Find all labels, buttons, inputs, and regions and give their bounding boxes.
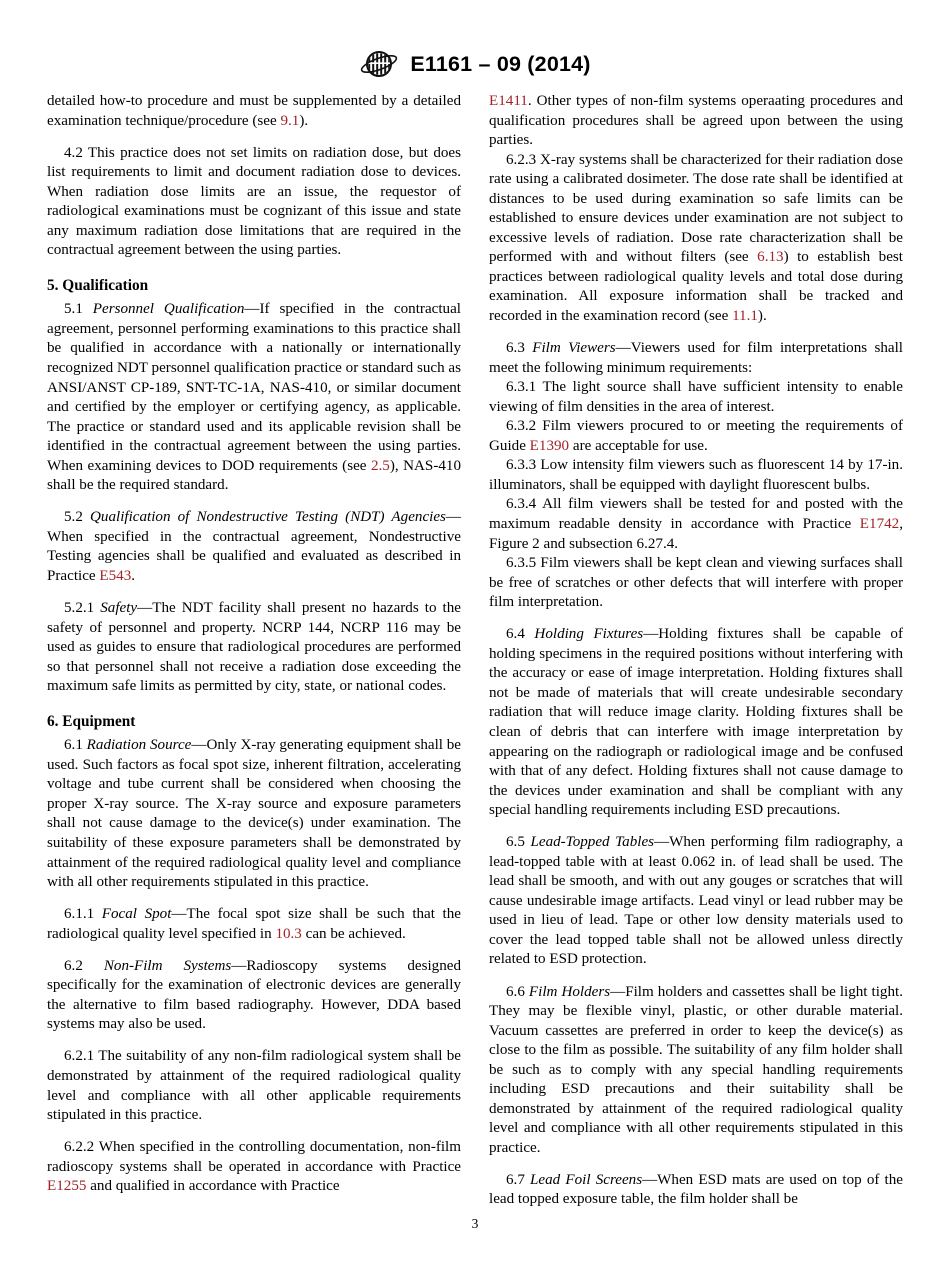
term-italic: Personnel Qualification	[92, 301, 245, 318]
text-run: —When specified in the contractual agreement, Nondestructive Testing agencies shall be qualified and evaluated as described in Practice	[47, 509, 462, 584]
text-run: detailed how-to procedure and must be supplemented by a detailed examination technique/procedure (see	[47, 93, 461, 129]
term-italic: Safety	[100, 600, 138, 617]
body-paragraph	[489, 833, 903, 970]
body-paragraph	[489, 1171, 903, 1210]
text-run: ) to establish best practices between radiological quality levels and total dose during examination. All exposure information shall be tracked and recorded in the examination record (see	[489, 249, 903, 325]
section-heading: 6. Equipment	[47, 712, 136, 730]
text-run: ).	[757, 308, 767, 325]
text-run: —If specified in the contractual agreement, personnel performing examinations to this practice shall be qualified in accordance with a nationally or internationally recognized NDT personnel qualification practice or standard such as ANSI/ANST CP-189, SNT-TC-1A, NAS-410, or similar document and certified by the employer or certifying agency, as applicable. The practice or standard used and its applicable revision shall be identified in the contractual agreement between the using parties. When examining devices to DOD requirements (see	[47, 301, 461, 474]
term-italic: Lead-Topped Tables	[530, 834, 655, 851]
body-paragraph	[47, 1047, 461, 1125]
term-italic: Lead Foil Screens	[530, 1171, 643, 1188]
term-italic: Film Viewers	[532, 340, 616, 357]
text-run: and qualified in accordance with Practice	[86, 1178, 340, 1195]
term-italic: Radiation Source	[86, 737, 192, 754]
text-run: 6.3	[506, 340, 533, 357]
text-run: —Radioscopy systems designed specifically for the examination of electronic devices are generally the alternative to film based radiography. However, DDA based systems may also be used.	[47, 957, 461, 1033]
body-paragraph	[47, 144, 461, 261]
page-number: 3	[471, 1216, 479, 1231]
body-paragraph	[47, 1138, 461, 1197]
body-paragraph	[47, 905, 461, 944]
standard-reference-link[interactable]: 6.13	[757, 249, 784, 266]
text-run: 5.2	[64, 509, 90, 526]
section-heading: 5. Qualification	[47, 276, 149, 294]
text-run: 6.1.1	[64, 906, 102, 923]
text-run: 6.2.2 When specified in the controlling documentation, non-film radioscopy systems shall be operated in accordance with Practice	[47, 1139, 461, 1175]
standard-reference-link[interactable]: 11.1	[732, 308, 758, 325]
body-paragraph	[489, 92, 903, 151]
body-paragraph	[47, 736, 461, 892]
text-run: —Holding fixtures shall be capable of holding specimens in the required positions without interfering with the accuracy or ease of image interpretation. Holding fixtures shall not be made of materials that will create undesirable secondary radiation that will reduce image clarity. Holding fixtures shall be clean of debris that can interfere with image interpretation by appearing on the radiograph or radiological image and be confused with that of any defect. Holding fixtures shall not cause damage to the devices under examination and shall be compliant with any special handling requirements including ESD precautions.	[489, 626, 903, 819]
body-paragraph	[489, 339, 903, 378]
body-paragraph	[489, 495, 903, 554]
text-run: 6.1	[64, 737, 87, 754]
text-run: ).	[299, 112, 309, 129]
text-run: —When ESD mats are used on top of the lead topped exposure table, the film holder shall be	[489, 1171, 903, 1208]
text-run: —Film holders and cassettes shall be light tight. They may be flexible vinyl, plastic, or other durable material. Vacuum cassettes are preferred in order to keep the device(s) as close to the film as possible. The suitability of any film holder shall be such as to comply with any special handling requirements including ESD precautions and their suitability shall be demonstrated by attainment of the required radiological quality level and compliance with all other requirements stipulated in this practice.	[489, 983, 903, 1156]
two-column-body	[47, 92, 904, 1208]
body-paragraph	[47, 957, 461, 1035]
body-paragraph	[47, 599, 461, 697]
term-italic: Focal Spot	[101, 906, 172, 923]
text-run: 6.3.4 All film viewers shall be tested for and posted with the maximum readable density in accordance with Practice	[489, 496, 903, 532]
standard-designation: E1161 – 09 (2014)	[410, 51, 591, 76]
term-italic: Qualification of Nondestructive Testing (NDT) Agencies	[90, 509, 446, 526]
text-run: , Figure 2 and subsection 6.27.4.	[489, 515, 903, 552]
text-run: 5.1	[64, 301, 93, 318]
body-paragraph	[489, 456, 903, 495]
text-run: 5.2.1	[64, 600, 101, 617]
text-run: 6.2.3 X-ray systems shall be characterized for their radiation dose rate using a calibrated dosimeter. The dose rate shall be identified at distances to be used during examination so safe limits can be established to ensure devices under examination are not subject to excessive levels of radiation. Dose rate characterization shall be performed with and without filters (see	[489, 151, 903, 266]
text-run: —Only X-ray generating equipment shall be used. Such factors as focal spot size, inherent filtration, accelerating voltage and tube current shall be considered when choosing the proper X-ray source. The X-ray source and exposure parameters shall not cause damage to the device(s) under examination. The suitability of these exposure parameters shall be demonstrated by attainment of the required radiological quality level and compliance with all other requirements stipulated in this practice.	[47, 737, 461, 891]
text-run: 6.5	[506, 834, 531, 851]
right-column	[489, 92, 903, 1210]
text-run: 6.2.1 The suitability of any non-film radiological system shall be demonstrated by attainment of the required radiological quality level and compliance with all other applicable requirements stipulated in this practice.	[47, 1048, 461, 1124]
astm-logo-icon	[359, 48, 399, 80]
text-run: 6.3.1 The light source shall have sufficient intensity to enable viewing of film densities in the area of interest.	[489, 379, 903, 415]
text-run: —Viewers used for film interpretations shall meet the following minimum requirements:	[489, 340, 903, 376]
body-paragraph	[489, 378, 903, 417]
term-italic: Non-Film Systems	[103, 957, 232, 974]
text-run: —The focal spot size shall be such that the radiological quality level specified in	[47, 906, 461, 942]
text-run: 6.3.5 Film viewers shall be kept clean and viewing surfaces shall be free of scratches or other defects that will interfere with proper film interpretation.	[489, 555, 903, 611]
term-italic: Holding Fixtures	[534, 626, 644, 643]
standard-reference-link[interactable]: E1390	[529, 437, 570, 454]
body-paragraph	[489, 554, 903, 613]
standard-reference-link[interactable]: 2.5	[370, 457, 390, 474]
standard-reference-link[interactable]: 9.1	[280, 112, 300, 129]
standard-reference-link[interactable]: E1411	[489, 93, 528, 109]
text-run: can be achieved.	[301, 925, 406, 942]
body-paragraph	[47, 508, 461, 586]
left-column	[47, 92, 461, 1197]
body-paragraph	[489, 151, 903, 327]
standard-reference-link[interactable]: 10.3	[275, 925, 302, 942]
body-paragraph	[47, 92, 461, 131]
standard-reference-link[interactable]: E1742	[859, 515, 900, 532]
text-run: . Other types of non-film systems operaating procedures and qualification procedures shall be agreed upon between the using parties.	[489, 93, 903, 149]
text-run: .	[131, 567, 136, 584]
page-header	[0, 44, 950, 84]
text-run: 6.3.3 Low intensity film viewers such as fluorescent 14 by 17-in. illuminators, shall be equipped with daylight fluorescent bulbs.	[489, 457, 903, 493]
text-run: 6.6	[506, 983, 529, 1000]
body-paragraph	[489, 417, 903, 456]
text-run: ), NAS-410 shall be the required standard.	[47, 457, 461, 494]
text-run: 4.2 This practice does not set limits on radiation dose, but does list requirements to limit and document radiation dose to devices. When radiation dose limits are an issue, the requestor of radiological examinations must be cognizant of this issue and state any maximum radiation dose limitations that are required in the contractual agreement between the using parties.	[47, 144, 461, 259]
body-paragraph	[489, 983, 903, 1159]
standard-reference-link[interactable]: E1255	[47, 1178, 87, 1195]
body-paragraph	[47, 300, 461, 495]
text-run: —When performing film radiography, a lead-topped table with at least 0.062 in. of lead shall be used. The lead shall be smooth, and with out any gouges or scratches that will cause undesirable image artifacts. Lead vinyl or lead rubber may be used in lieu of lead. Tape or other low density materials used to cover the lead topped table shall not be allowed unless directly related to ESD protection.	[489, 834, 904, 968]
standard-reference-link[interactable]: E543	[99, 567, 132, 584]
text-run: —The NDT facility shall present no hazards to the safety of personnel and property. NCRP 144, NCRP 116 may be used as guides to ensure that radiological procedures are performed so that personnel shall not receive a radiation dose exceeding the maximum safe limits as permitted by city, state, or national codes.	[47, 600, 461, 695]
body-paragraph	[489, 625, 903, 820]
text-run: 6.7	[506, 1171, 531, 1188]
text-run: 6.2	[64, 957, 104, 974]
term-italic: Film Holders	[528, 983, 611, 1000]
text-run: 6.4	[506, 626, 535, 643]
text-run: are acceptable for use.	[569, 437, 708, 454]
text-run: 6.3.2 Film viewers procured to or meeting the requirements of Guide	[489, 418, 903, 454]
